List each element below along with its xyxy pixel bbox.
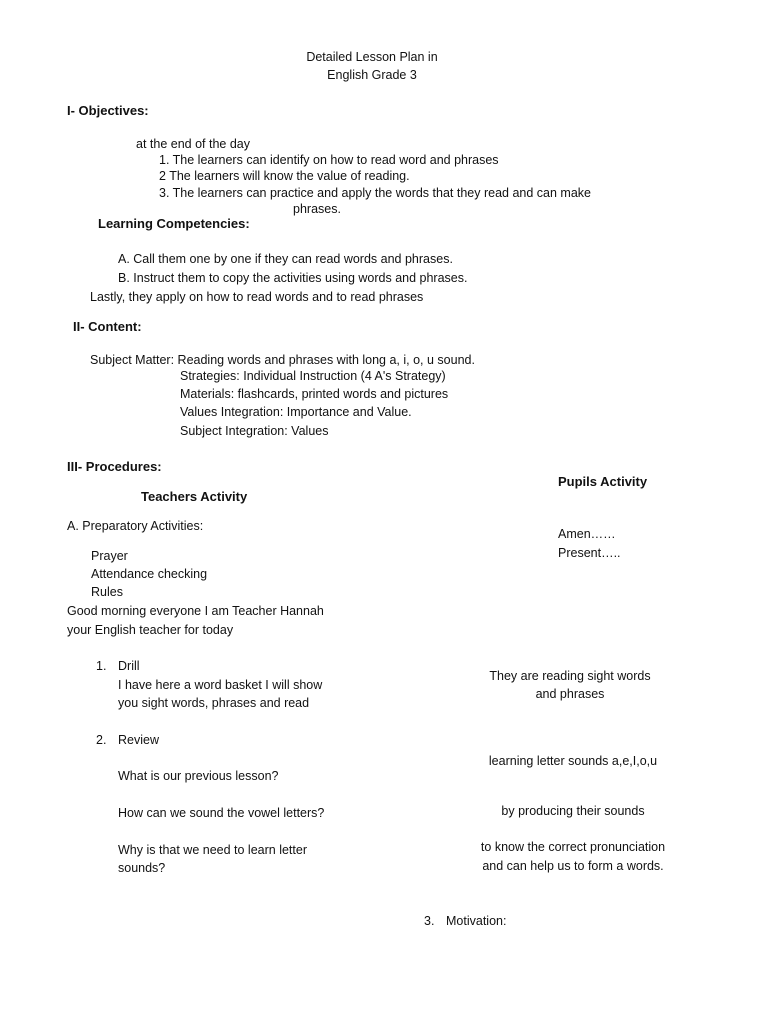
review-answer-1: learning letter sounds a,e,I,o,u: [488, 754, 658, 768]
review-question-1: What is our previous lesson?: [118, 769, 279, 783]
review-question-3-line-2: sounds?: [118, 861, 166, 875]
title-line-2: English Grade 3: [327, 68, 417, 82]
review-answer-2: by producing their sounds: [501, 804, 645, 818]
motivation-number: 3.: [424, 914, 435, 928]
pupil-present: Present…..: [558, 546, 621, 560]
drill-title: Drill: [118, 659, 140, 673]
review-answer-3-line-1: to know the correct pronunciation: [480, 840, 666, 854]
title-line-1: Detailed Lesson Plan in: [306, 50, 438, 64]
review-question-2: How can we sound the vowel letters?: [118, 806, 325, 820]
prep-item-attendance: Attendance checking: [91, 567, 208, 581]
drill-pupil-line-1: They are reading sight words: [489, 669, 651, 683]
teachers-activity-heading: Teachers Activity: [141, 489, 248, 504]
objective-item-2: 2 The learners will know the value of reading.: [159, 169, 410, 183]
review-question-3-line-1: Why is that we need to learn letter: [118, 843, 307, 857]
objectives-heading: I- Objectives:: [67, 103, 149, 118]
review-number: 2.: [96, 733, 107, 747]
content-heading: II- Content:: [73, 319, 142, 334]
objective-item-1: 1. The learners can identify on how to read word and phrases: [159, 153, 499, 167]
objectives-intro: at the end of the day: [136, 137, 250, 151]
drill-number: 1.: [96, 659, 107, 673]
pupil-amen: Amen……: [558, 527, 616, 541]
drill-line-1: I have here a word basket I will show: [118, 678, 323, 692]
drill-pupil-line-2: and phrases: [535, 687, 605, 701]
competency-item-b: B. Instruct them to copy the activities using words and phrases.: [118, 271, 468, 285]
greeting-line-1: Good morning everyone I am Teacher Hannah: [67, 604, 324, 618]
competencies-closing: Lastly, they apply on how to read words and to read phrases: [90, 290, 424, 304]
subject-integration: Subject Integration: Values: [180, 424, 329, 438]
prep-item-rules: Rules: [91, 585, 123, 599]
competency-item-a: A. Call them one by one if they can read words and phrases.: [118, 252, 453, 266]
values-integration: Values Integration: Importance and Value.: [180, 405, 412, 419]
drill-line-2: you sight words, phrases and read: [118, 696, 310, 710]
objective-item-3-cont: phrases.: [293, 202, 341, 216]
prep-item-prayer: Prayer: [91, 549, 128, 563]
review-answer-3-line-2: and can help us to form a words.: [482, 859, 664, 873]
procedures-heading: III- Procedures:: [67, 459, 162, 474]
objective-item-3: 3. The learners can practice and apply the words that they read and can make: [159, 186, 591, 200]
greeting-line-2: your English teacher for today: [67, 623, 234, 637]
strategies: Strategies: Individual Instruction (4 A's Strategy): [180, 369, 446, 383]
competencies-heading: Learning Competencies:: [98, 216, 250, 231]
motivation-title: Motivation:: [446, 914, 507, 928]
materials: Materials: flashcards, printed words and pictures: [180, 387, 449, 401]
preparatory-activities: A. Preparatory Activities:: [67, 519, 204, 533]
review-title: Review: [118, 733, 159, 747]
subject-matter: Subject Matter: Reading words and phrases with long a, i, o, u sound.: [90, 353, 475, 367]
pupils-activity-heading: Pupils Activity: [558, 474, 648, 489]
